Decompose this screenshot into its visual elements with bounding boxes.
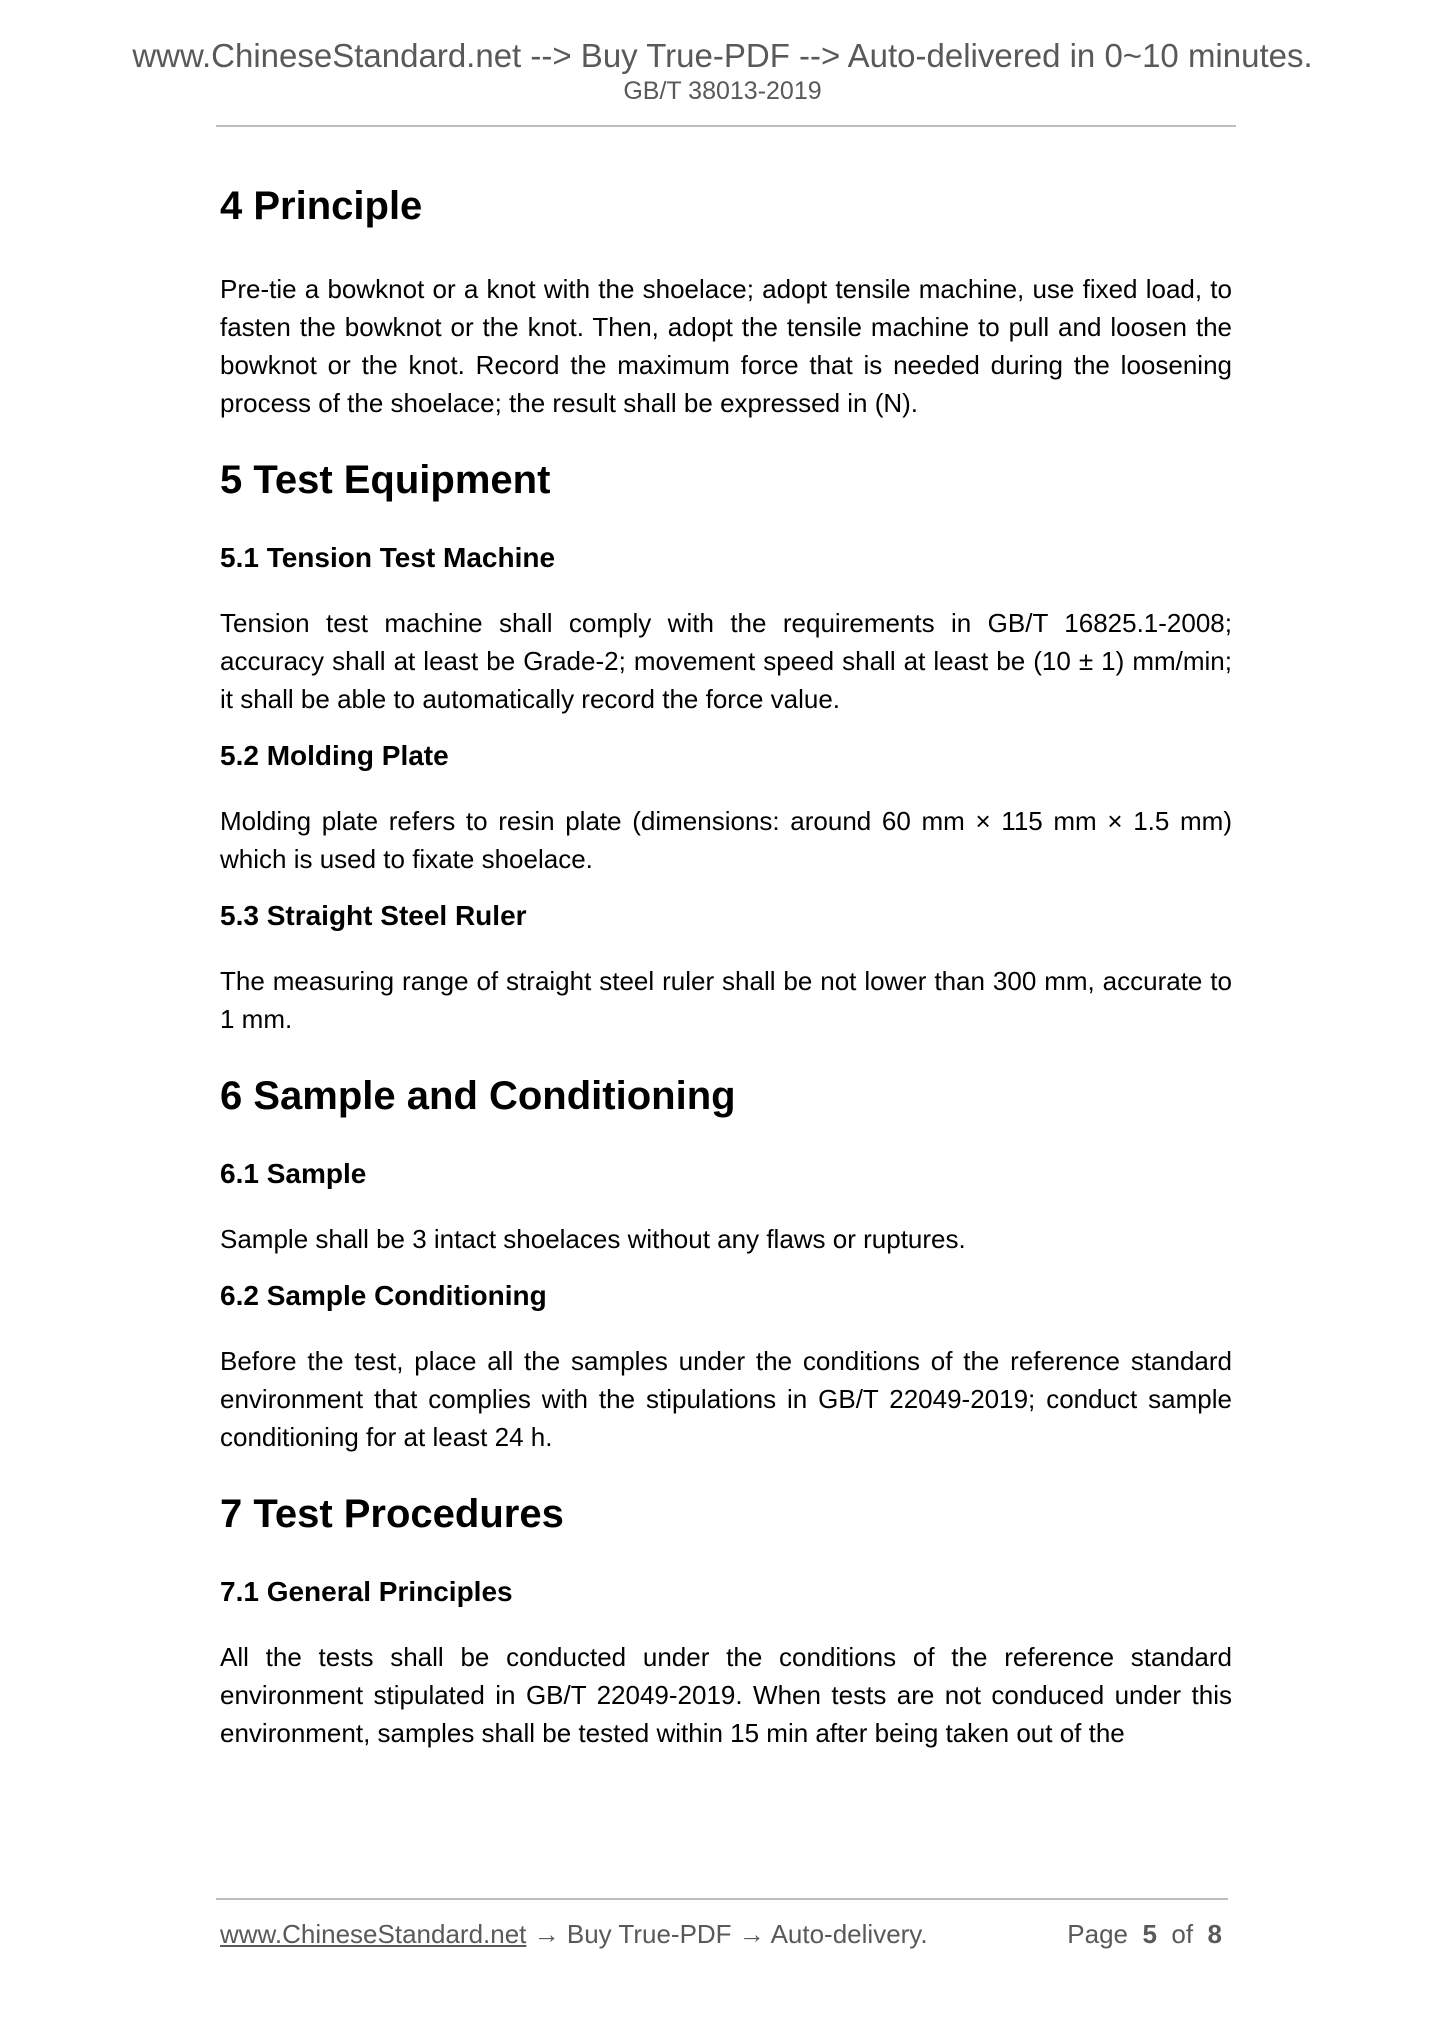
section-5-1-paragraph: Tension test machine shall comply with the requirements in GB/T 16825.1-2008; accuracy shall at least be Grade-2; movement speed shall at least be (10 ± 1) mm/min; it shall be able to automatically record the force value. [220,608,1232,714]
section-6-title: 6 Sample and Conditioning [220,1074,736,1118]
page-footer [220,1914,1232,1954]
page-header [0,36,1445,106]
section-5-3-title: 5.3 Straight Steel Ruler [220,900,527,931]
document-body [220,176,1232,1752]
section-7-1-paragraph: All the tests shall be conducted under the conditions of the reference standard environment stipulated in GB/T 22049-2019. When tests are not conduced under this environment, samples shall be tested within 15 min after being taken out of the [220,1642,1232,1748]
section-5-2-paragraph: Molding plate refers to resin plate (dimensions: around 60 mm × 115 mm × 1.5 mm) which is used to fixate shoelace. [220,806,1232,874]
section-5-3-paragraph: The measuring range of straight steel ruler shall be not lower than 300 mm, accurate to 1 mm. [220,966,1232,1034]
section-6-2-title: 6.2 Sample Conditioning [220,1280,547,1311]
section-5-1-title: 5.1 Tension Test Machine [220,542,556,573]
section-4-paragraph: Pre-tie a bowknot or a knot with the shoelace; adopt tensile machine, use fixed load, to fasten the bowknot or the knot. Then, adopt the tensile machine to pull and loosen the bowknot or the knot. Record the maximum force that is needed during the loosening process of the shoelace; the result shall be expressed in (N). [220,274,1232,418]
section-7-title: 7 Test Procedures [220,1492,564,1536]
section-7-1-title: 7.1 General Principles [220,1576,513,1607]
footer-text [220,1914,928,1954]
footer-divider [216,1898,1228,1900]
section-6-1-paragraph: Sample shall be 3 intact shoelaces without any flaws or ruptures. [220,1224,966,1254]
footer-tagline: → Buy True-PDF → Auto-delivery. [526,1919,928,1949]
header-banner: www.ChineseStandard.net --> Buy True-PDF --> Auto-delivered in 0~10 minutes. [132,37,1313,74]
section-6-2-paragraph: Before the test, place all the samples under the conditions of the reference standard environment that complies with the stipulations in GB/T 22049-2019; conduct sample conditioning for at least 24 h. [220,1346,1232,1452]
of-label: of [1171,1919,1194,1949]
header-divider [216,125,1236,127]
section-5-2-title: 5.2 Molding Plate [220,740,449,771]
current-page-number: 5 [1142,1919,1157,1949]
section-4-title: 4 Principle [220,184,423,228]
standard-number: GB/T 38013-2019 [623,77,822,105]
section-6-1-title: 6.1 Sample [220,1158,367,1189]
section-5-title: 5 Test Equipment [220,458,551,502]
page-label: Page [1067,1919,1129,1949]
footer-website-link[interactable]: www.ChineseStandard.net [220,1919,527,1949]
page-indicator [1067,1914,1222,1954]
total-page-number: 8 [1207,1919,1222,1949]
